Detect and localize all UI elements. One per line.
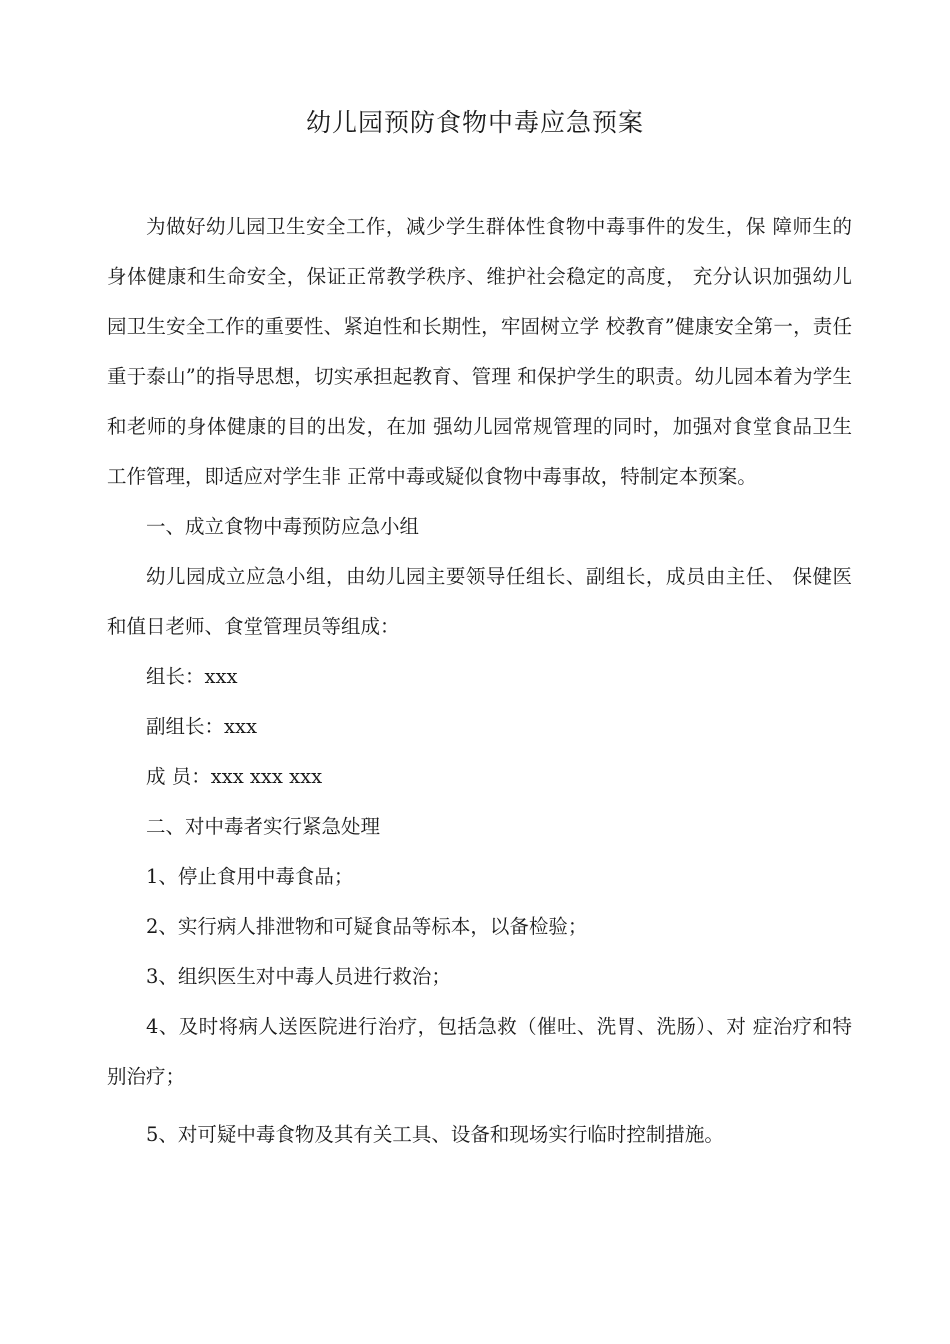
section-heading-2: 二、对中毒者实行紧急处理 — [146, 815, 381, 838]
step-3: 3、组织医生对中毒人员进行救治； — [146, 965, 451, 988]
document-title: 幼儿园预防食物中毒应急预案 — [305, 108, 644, 137]
members-line: 成 员：xxx xxx xxx — [146, 765, 323, 788]
step-4: 4、及时将病人送医院进行治疗，包括急救（催吐、洗胃、洗肠）、对 症治疗和特别治疗； — [107, 1015, 852, 1088]
step-5: 5、对可疑中毒食物及其有关工具、设备和现场实行临时控制措施。 — [146, 1123, 724, 1146]
leader-line: 组长：xxx — [146, 665, 238, 688]
step-1: 1、停止食用中毒食品； — [146, 865, 354, 888]
step-2: 2、实行病人排泄物和可疑食品等标本，以备检验； — [146, 915, 588, 938]
intro-paragraph: 为做好幼儿园卫生安全工作，减少学生群体性食物中毒事件的发生，保 障师生的身体健康和生命安全，保证正常教学秩序、维护社会稳定的高度， 充分认识加强幼儿园卫生安全工作的重要性、紧迫性和长期性，牢固树立学 校教育”健康安全第一，责任重于泰山”的指导思想，切实承担起教育、管理 和保护学生的职责。幼儿园本着为学生和老师的身体健康的目的出发，在加 强幼儿园常规管理的同时，加强对食堂食品卫生工作管理，即适应对学生非 正常中毒或疑似食物中毒事故，特制定本预案。 — [107, 215, 852, 488]
section-heading-1: 一、成立食物中毒预防应急小组 — [146, 515, 420, 538]
group-paragraph: 幼儿园成立应急小组，由幼儿园主要领导任组长、副组长，成员由主任、 保健医和值日老师、食堂管理员等组成： — [107, 565, 852, 638]
deputy-leader-line: 副组长：xxx — [146, 715, 257, 738]
document-body — [107, 202, 852, 1160]
